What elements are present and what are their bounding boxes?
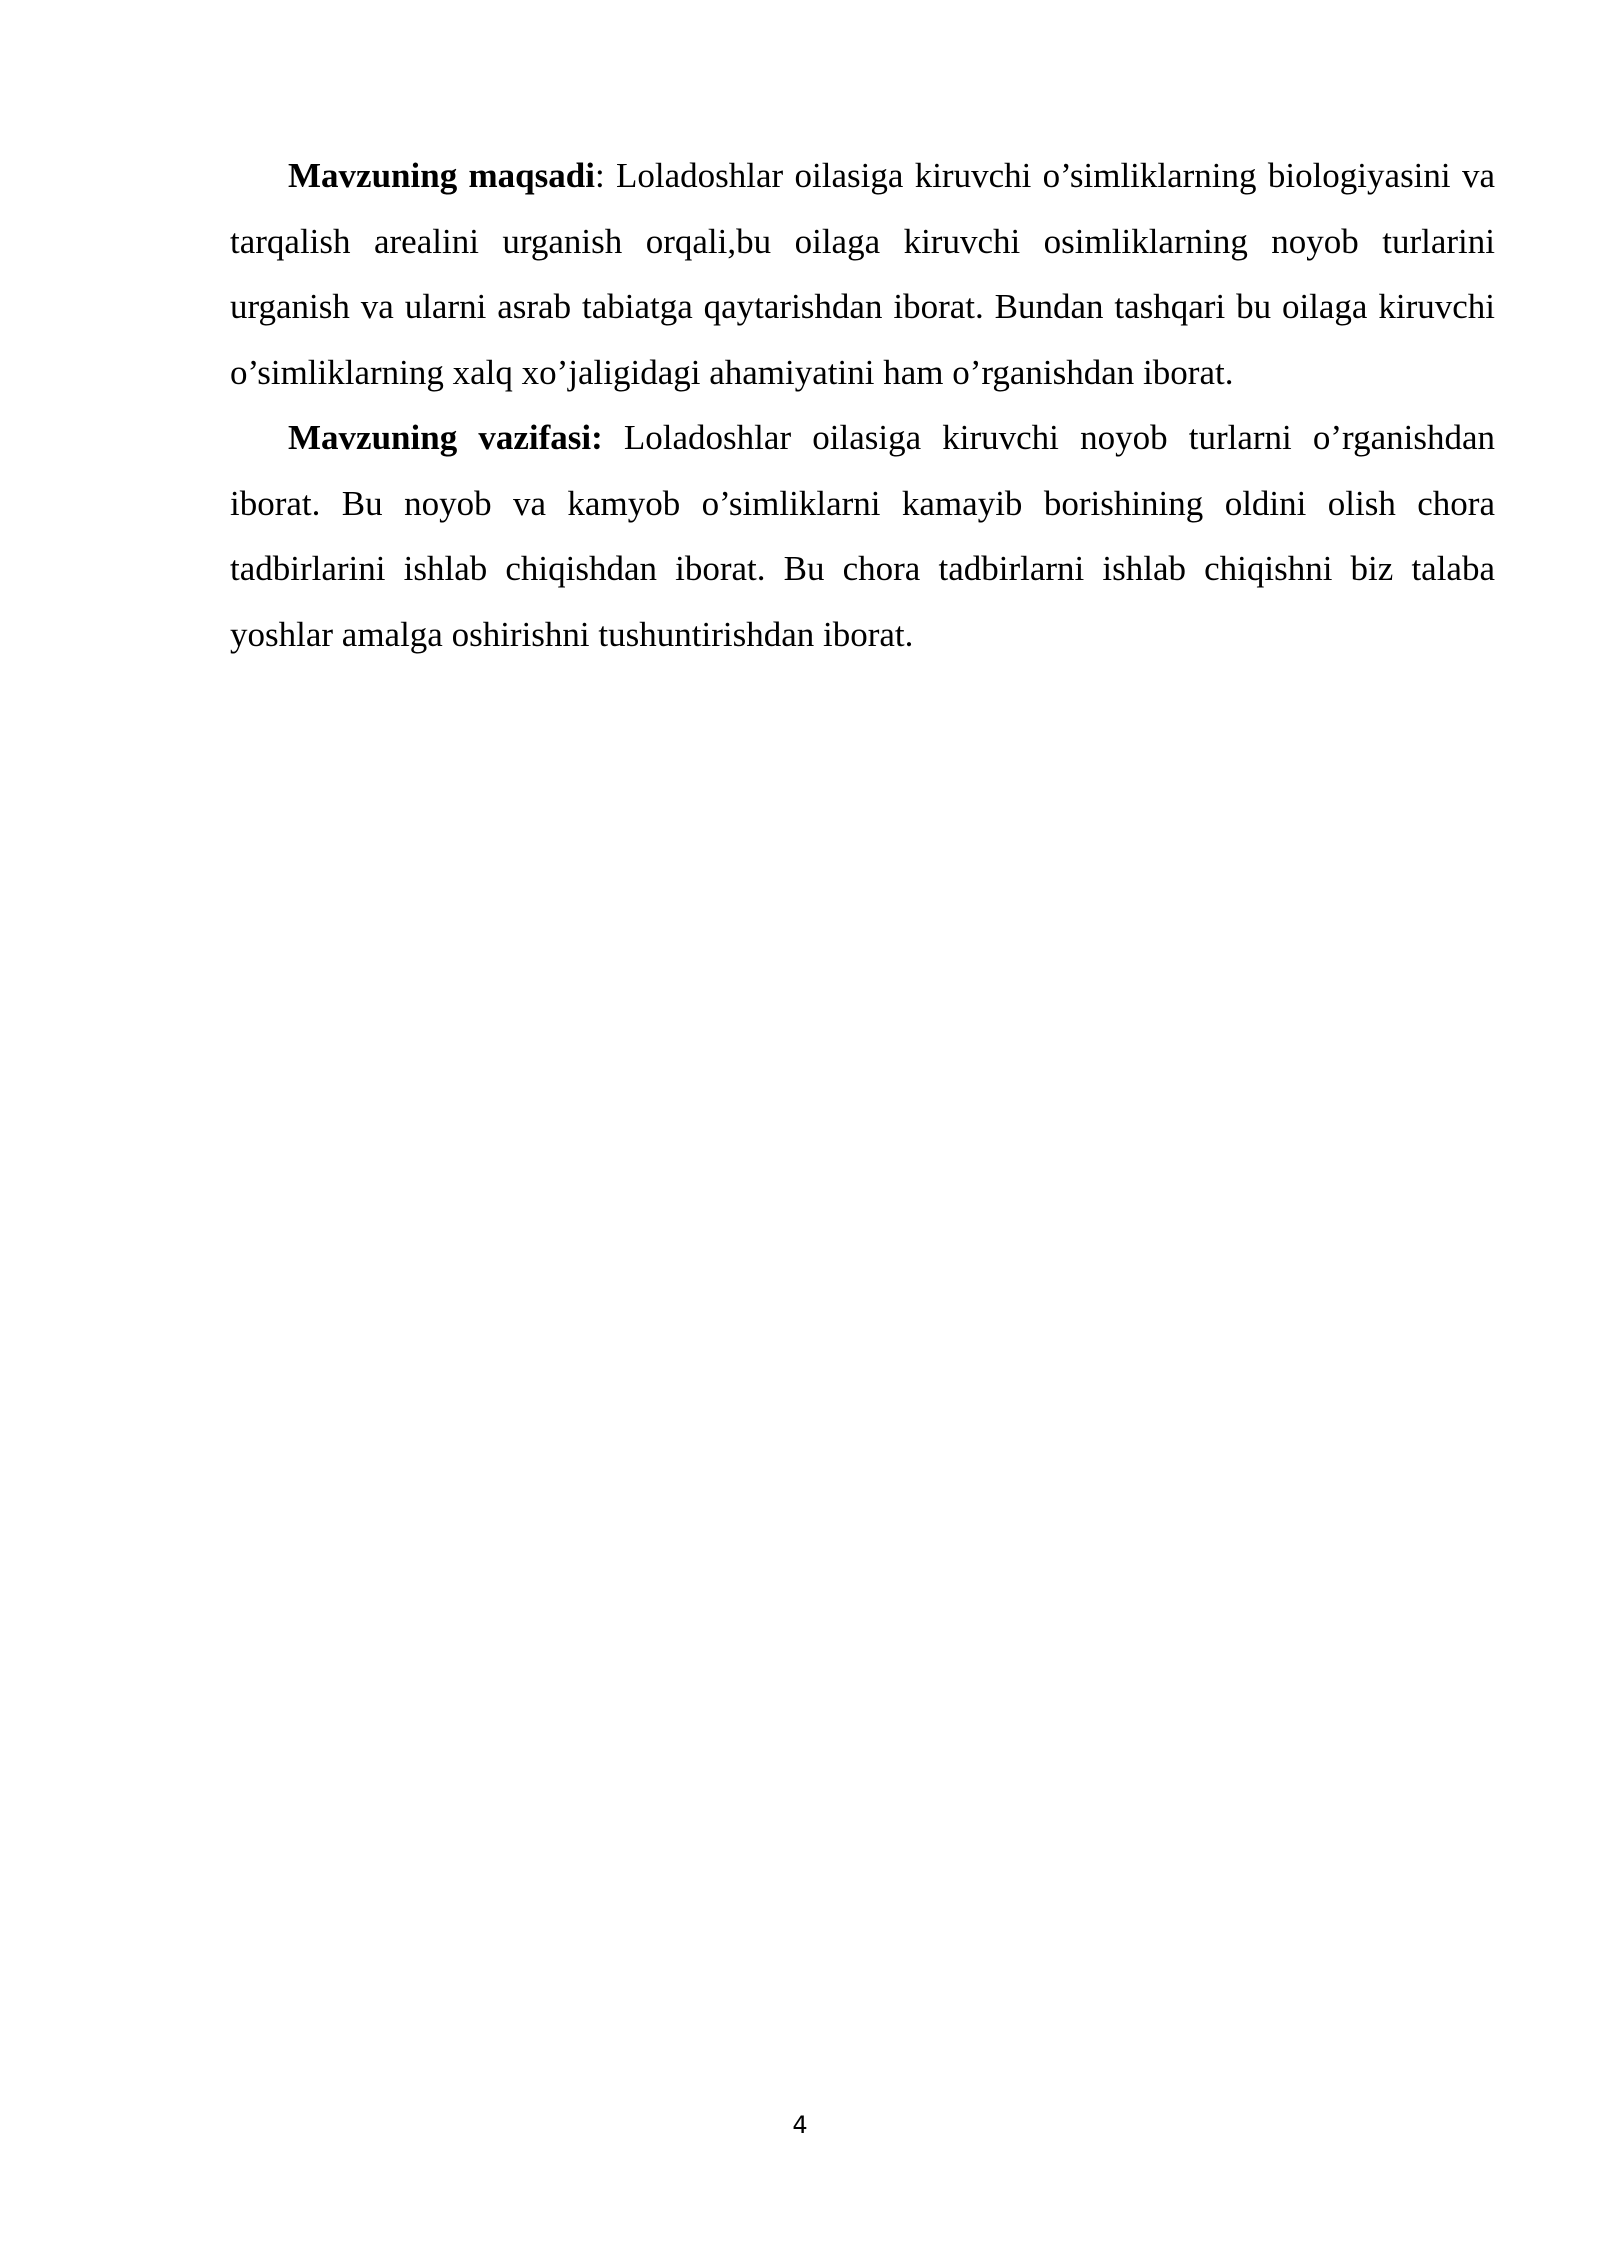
tasks-text: Loladoshlar oilasiga kiruvchi noyob turlarni o’rganishdan iborat. Bu noyob va kamyob o’simliklarni kamayib borishining oldini olish chora tadbirlarini ishlab chiqishdan iborat. Bu chora tadbirlarni ishlab chiqishni biz talaba yoshlar amalga oshirishni tushuntirishdan iborat. [230, 418, 1495, 654]
purpose-text: Loladoshlar oilasiga kiruvchi o’simliklarning biologiyasini va tarqalish arealini urganish orqali,bu oilaga kiruvchi osimliklarning noyob turlarini urganish va ularni asrab tabiatga qaytarishdan iborat. Bundan tashqari bu oilaga kiruvchi o’simliklarning xalq xo’jaligidagi ahamiyatini ham o’rganishdan iborat. [230, 156, 1495, 392]
page-number: 4 [792, 2111, 808, 2139]
paragraph-tasks [230, 405, 1495, 667]
document-body [230, 143, 1495, 667]
purpose-heading: Mavzuning maqsadi [288, 156, 595, 195]
purpose-heading-colon: : [594, 156, 605, 195]
tasks-heading: Mavzuning vazifasi: [288, 418, 603, 457]
paragraph-purpose [230, 143, 1495, 405]
